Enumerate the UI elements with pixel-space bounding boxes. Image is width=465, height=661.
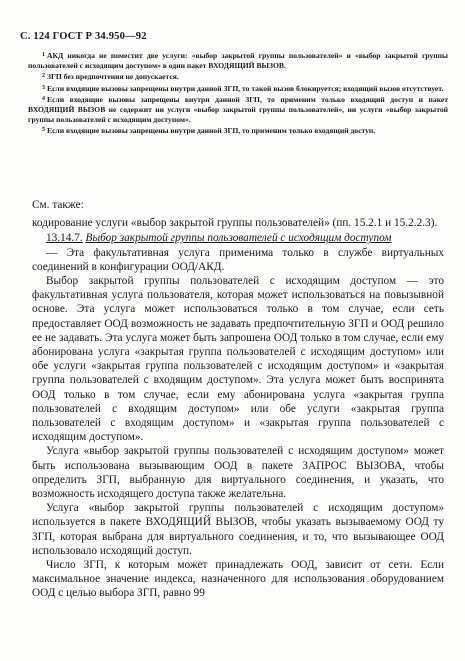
footnote-text: Если входящие вызовы запрещены внутри данной ЗГП, то применим только входящий доступ.	[47, 126, 376, 136]
paragraph-1: — Эта факультативная услуга применима только в службе виртуальных соединений в конфигурации ООД/АКД.	[32, 246, 444, 273]
footnote-mark: 3	[42, 84, 45, 91]
footnote-2	[28, 71, 448, 82]
paragraph-2: Выбор закрытой группы пользователей с исходящим доступом — это факультативная услуга пользователя, которая может использоваться на повызывной основе. Эта услуга может использоваться только в том случае, если сеть предоставляет ООД возможность не задавать предпочтительную ЗГП и ООД решило ее не задавать. Эта услуга может быть запрошена ООД только в том случае, если ему абонирована услуга «закрытая группа пользователей с исходящим доступом» или обе услуги «закрытая группа пользователей с исходящим доступом» и «закрытая группа пользователей с входящим доступом». Эта услуга может быть воспринята ООД только в том случае, если ему абонирована услуга «закрытая группа пользователей с входящим доступом» или обе услуги «закрытая группа пользователей с входящим доступом» и «закрытая группа пользователей с исходящим доступом».	[32, 275, 444, 444]
section-heading	[32, 231, 444, 245]
footnote-4	[28, 94, 448, 126]
see-also-title: См. также:	[32, 199, 84, 211]
paragraph-5: Число ЗГП, к которым может принадлежать ООД, зависит от сети. Если максимальное значение индекса, назначенного для использования оборудованием ООД с целью выбора ЗГП, равно 99	[32, 559, 444, 600]
footnote-text: ЗГП без предпочтения не допускается.	[47, 72, 179, 82]
footnote-text: Если входящие вызовы запрещены внутри данной ЗГП, то применим только входящий доступ и пакет ВХОДЯЩИЙ ВЫЗОВ не содержит ни услуги «выбор закрытой группы пользователей», ни услуги «выбор закрытой группы пользователей с исходящим доступом».	[28, 94, 448, 125]
paragraph-3: Услуга «выбор закрытой группы пользователей с исходящим доступом» может быть использована вызывающим ООД в пакете ЗАПРОС ВЫЗОВА, чтобы определить ЗГП, выбранную для виртуального соединения, и указать, что возможность исходящего доступа также желательна.	[32, 445, 444, 501]
footnote-mark: 2	[42, 73, 45, 80]
footnote-text: АКД никогда не поместит две услуги: «выбор закрытой группы пользователей» и «выбор закрытой группы пользователей с исходящим доступом» в один пакет ВХОДЯЩИЙ ВЫЗОВ.	[28, 51, 448, 71]
page-header: С. 124 ГОСТ Р 34.950—92	[20, 31, 147, 42]
section-number: 13.14.7.	[46, 232, 83, 245]
footnote-5	[28, 125, 448, 136]
footnote-1	[28, 50, 448, 71]
footnote-text: Если входящие вызовы запрещены внутри данной ЗГП, то такой вызов блокируется; входящий вызов отсутствует.	[47, 83, 444, 93]
see-also-text: кодирование услуги «выбор закрытой группы пользователей» (пп. 15.2.1 и 15.2.2.3).	[32, 217, 438, 230]
footnote-mark: 4	[42, 95, 45, 102]
section-title: Выбор закрытой группы пользователей с исходящим доступом	[85, 232, 392, 245]
footnote-mark: 5	[42, 127, 45, 134]
footnotes-block	[28, 50, 448, 137]
body-text	[32, 198, 444, 601]
footnote-mark: 1	[42, 52, 45, 58]
paragraph-4: Услуга «выбор закрытой группы пользователей с исходящим доступом» используется в пакете ВХОДЯЩИЙ ВЫЗОВ, чтобы указать вызываемому ООД ту ЗГП, которая выбрана для виртуального соединения, и то, что вызывающее ООД использовало исходящий доступ.	[32, 502, 444, 557]
footnote-3	[28, 83, 448, 94]
